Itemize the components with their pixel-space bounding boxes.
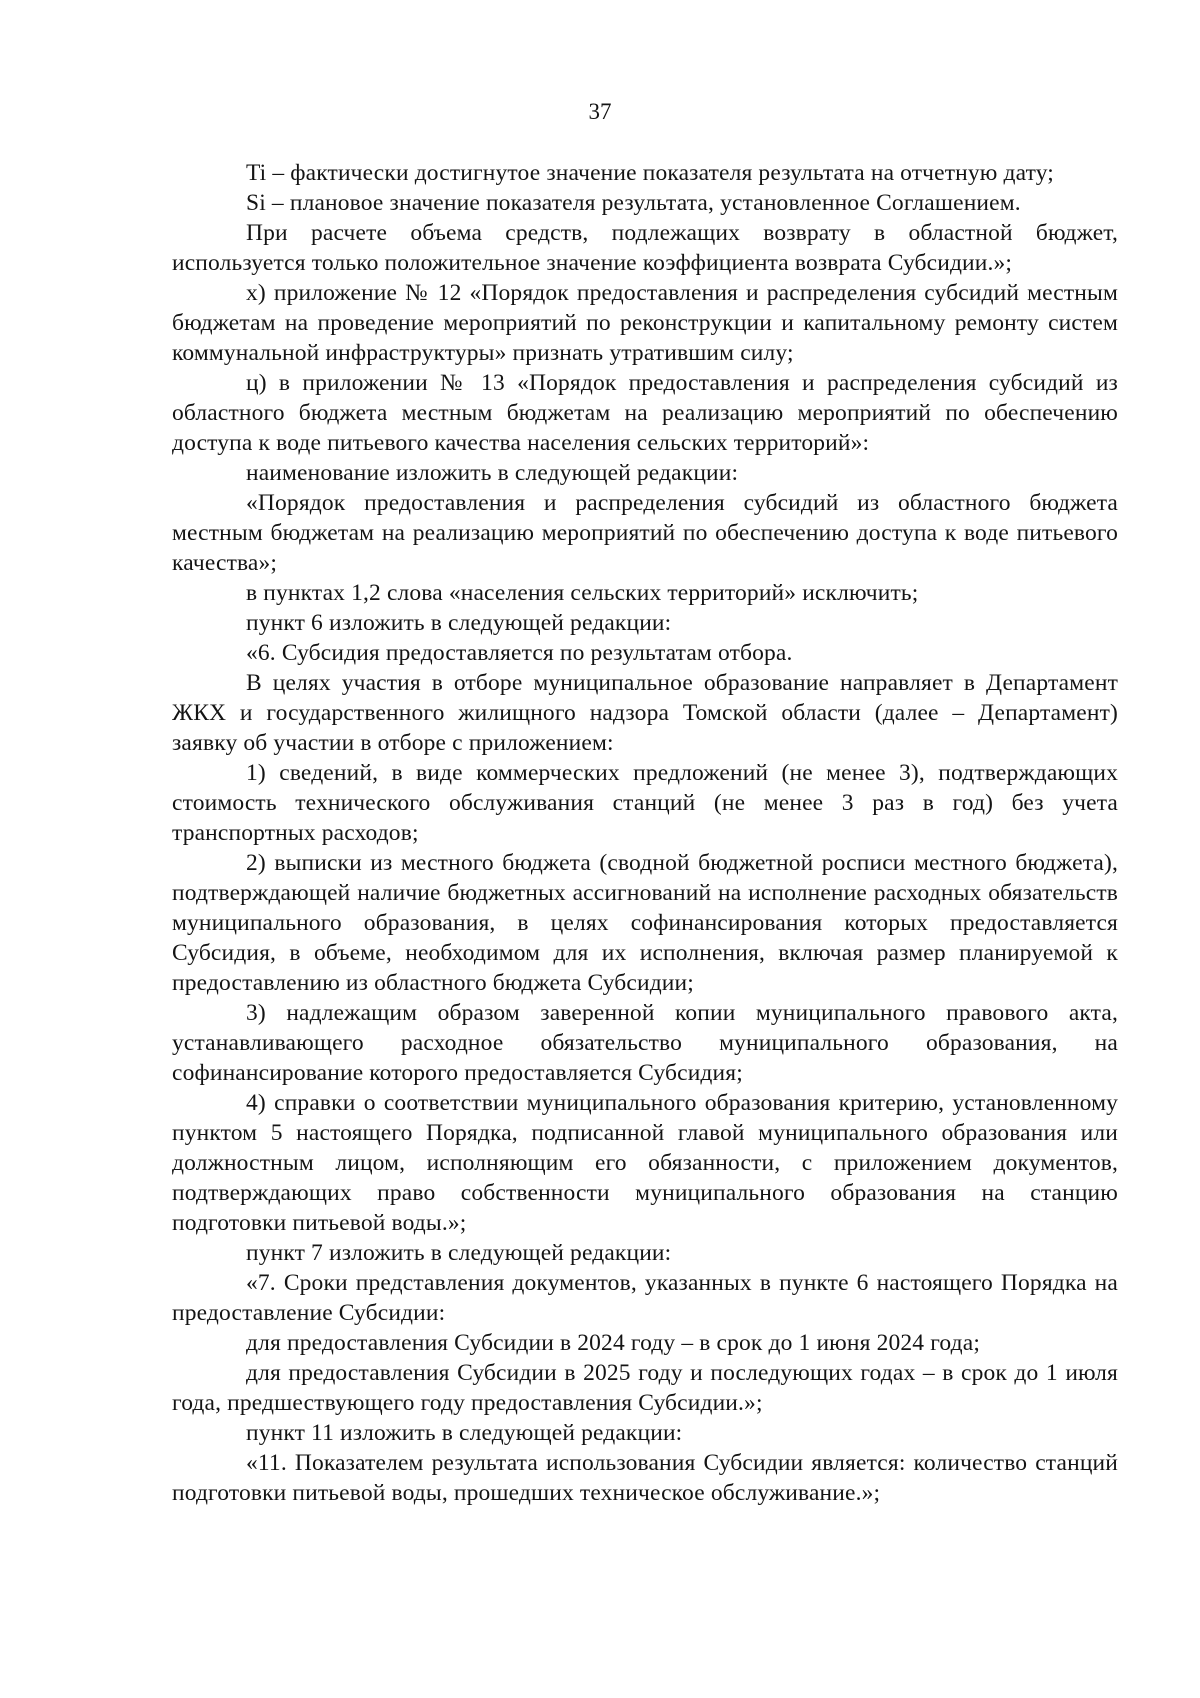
paragraph: пункт 11 изложить в следующей редакции:: [246, 1420, 683, 1446]
paragraph: «Порядок предоставления и распределения субсидий из областного бюджета местным бюджетам на реализацию мероприятий по обеспечению доступа к воде питьевого качества»;: [172, 490, 1118, 576]
paragraph: в пунктах 1,2 слова «населения сельских территорий» исключить;: [246, 580, 919, 606]
paragraph: 3) надлежащим образом заверенной копии муниципального правового акта, устанавливающего расходное обязательство муниципального образования, на софинансирование которого предоставляется Субсидия;: [172, 1000, 1118, 1086]
paragraph: ц) в приложении № 13 «Порядок предоставления и распределения субсидий из областного бюджета местным бюджетам на реализацию мероприятий по обеспечению доступа к воде питьевого качества населения сельских территорий»:: [172, 370, 1118, 456]
paragraph: для предоставления Субсидии в 2024 году – в срок до 1 июня 2024 года;: [246, 1330, 981, 1356]
paragraph: «7. Сроки представления документов, указанных в пункте 6 настоящего Порядка на предоставление Субсидии:: [172, 1270, 1118, 1326]
paragraph: для предоставления Субсидии в 2025 году и последующих годах – в срок до 1 июля года, предшествующего году предоставления Субсидии.»;: [172, 1360, 1118, 1416]
paragraph: При расчете объема средств, подлежащих возврату в областной бюджет, используется только положительное значение коэффициента возврата Субсидии.»;: [172, 220, 1118, 276]
paragraph: В целях участия в отборе муниципальное образование направляет в Департамент ЖКХ и государственного жилищного надзора Томской области (далее – Департамент) заявку об участии в отборе с приложением:: [172, 670, 1118, 756]
paragraph: «11. Показателем результата использования Субсидии является: количество станций подготовки питьевой воды, прошедших техническое обслуживание.»;: [172, 1450, 1118, 1506]
paragraph: пункт 6 изложить в следующей редакции:: [246, 610, 672, 636]
paragraph: «6. Субсидия предоставляется по результатам отбора.: [246, 640, 793, 666]
paragraph: 2) выписки из местного бюджета (сводной бюджетной росписи местного бюджета), подтверждающей наличие бюджетных ассигнований на исполнение расходных обязательств муниципального образования, в целях софинансирования которых предоставляется Субсидия, в объеме, необходимом для их исполнения, включая размер планируемой к предоставлению из областного бюджета Субсидии;: [172, 850, 1118, 996]
paragraph: наименование изложить в следующей редакции:: [246, 460, 739, 486]
paragraph: 1) сведений, в виде коммерческих предложений (не менее 3), подтверждающих стоимость технического обслуживания станций (не менее 3 раз в год) без учета транспортных расходов;: [172, 760, 1118, 846]
paragraph: пункт 7 изложить в следующей редакции:: [246, 1240, 672, 1266]
paragraph: Ti – фактически достигнутое значение показателя результата на отчетную дату;: [246, 160, 1054, 186]
paragraph: х) приложение № 12 «Порядок предоставления и распределения субсидий местным бюджетам на проведение мероприятий по реконструкции и капитальному ремонту систем коммунальной инфраструктуры» признать утратившим силу;: [172, 280, 1118, 366]
paragraph: 4) справки о соответствии муниципального образования критерию, установленному пунктом 5 настоящего Порядка, подписанной главой муниципального образования или должностным лицом, исполняющим его обязанности, с приложением документов, подтверждающих право собственности муниципального образования на станцию подготовки питьевой воды.»;: [172, 1090, 1118, 1236]
document-body: [172, 158, 1118, 1508]
paragraph: Si – плановое значение показателя результата, установленное Соглашением.: [246, 190, 1021, 216]
page-number: 37: [588, 99, 612, 124]
